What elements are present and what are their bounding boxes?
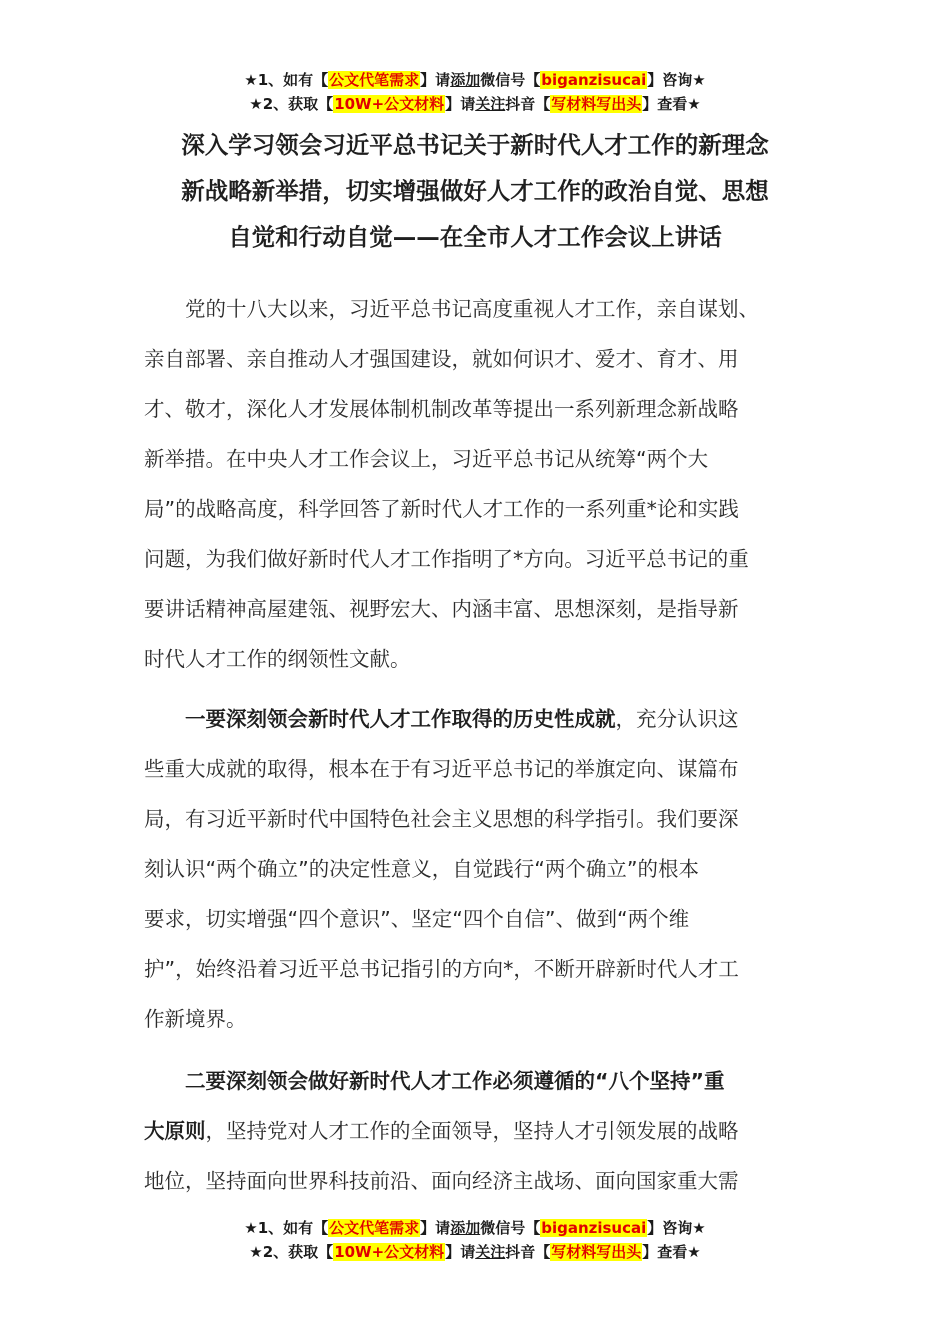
promo-text: ★1、如有【: [244, 71, 329, 89]
point-heading: 一要深刻领会新时代人才工作取得的历史性成就: [185, 707, 616, 731]
text-line: [144, 694, 808, 744]
promo-text: 】查看★: [642, 1243, 701, 1261]
text-line: 新举措。在中央人才工作会议上，习近平总书记从统筹“两个大: [144, 447, 709, 471]
promo-text: 】请: [420, 1219, 451, 1237]
promo-text: ★2、获取【: [249, 95, 334, 113]
title-line: 新战略新举措，切实增强做好人才工作的政治自觉、思想: [181, 177, 769, 205]
text-line: [144, 1056, 808, 1106]
promo-text: 】咨询★: [647, 71, 706, 89]
paragraph-point-one: [144, 694, 808, 1044]
text-line: 局，有习近平新时代中国特色社会主义思想的科学指引。我们要深: [144, 807, 739, 831]
promo-text: 】查看★: [642, 95, 701, 113]
promo-underline: 添加: [450, 1219, 481, 1237]
text-fragment: ，充分认识这: [615, 707, 739, 731]
paragraph-intro: [144, 284, 808, 684]
text-line: 些重大成就的取得，根本在于有习近平总书记的举旗定向、谋篇布: [144, 757, 739, 781]
header-promo: [0, 68, 950, 116]
text-line: [144, 1106, 808, 1156]
promo-highlight: 公文代笔需求: [329, 1219, 420, 1237]
point-heading: 二要深刻领会做好新时代人才工作必须遵循的“八个坚持”重: [185, 1069, 725, 1093]
promo-line-1: [0, 1216, 950, 1240]
promo-text: 抖音【: [505, 95, 551, 113]
promo-text: 抖音【: [505, 1243, 551, 1261]
text-line: 护”，始终沿着习近平总书记指引的方向*，不断开辟新时代人才工: [144, 957, 739, 981]
promo-underline: 关注: [475, 1243, 506, 1261]
text-line: 时代人才工作的纲领性文献。: [144, 647, 411, 671]
promo-underline: 添加: [450, 71, 481, 89]
promo-line-2: [0, 1240, 950, 1264]
text-line: 亲自部署、亲自推动人才强国建设，就如何识才、爱才、育才、用: [144, 347, 739, 371]
promo-wechat-id: biganzisucai: [541, 1219, 647, 1237]
text-line: 要求，切实增强“四个意识”、坚定“四个自信”、做到“两个维: [144, 907, 690, 931]
promo-text: 】咨询★: [647, 1219, 706, 1237]
text-line: 问题，为我们做好新时代人才工作指明了*方向。习近平总书记的重: [144, 547, 749, 571]
promo-text: ★2、获取【: [249, 1243, 334, 1261]
promo-wechat-id: biganzisucai: [541, 71, 647, 89]
promo-line-2: [0, 92, 950, 116]
document-title: [150, 122, 800, 260]
paragraph-point-two: [144, 1056, 808, 1206]
promo-text: 微信号【: [480, 71, 541, 89]
promo-text: 】请: [420, 71, 451, 89]
text-fragment: ，坚持党对人才工作的全面领导，坚持人才引领发展的战略: [205, 1119, 739, 1143]
promo-douyin-id: 写材料写出头: [551, 1243, 642, 1261]
promo-text: ★1、如有【: [244, 1219, 329, 1237]
promo-line-1: [0, 68, 950, 92]
text-line: 才、敬才，深化人才发展体制机制改革等提出一系列新理念新战略: [144, 397, 739, 421]
promo-text: 】请: [445, 95, 476, 113]
promo-douyin-id: 写材料写出头: [551, 95, 642, 113]
text-line: 局”的战略高度，科学回答了新时代人才工作的一系列重*论和实践: [144, 497, 739, 521]
text-line: 要讲话精神高屋建瓴、视野宏大、内涵丰富、思想深刻，是指导新: [144, 597, 739, 621]
text-line: 刻认识“两个确立”的决定性意义，自觉践行“两个确立”的根本: [144, 857, 699, 881]
text-line: 党的十八大以来，习近平总书记高度重视人才工作，亲自谋划、: [185, 297, 759, 321]
point-heading-end: 大原则: [144, 1119, 206, 1143]
promo-text: 】请: [445, 1243, 476, 1261]
title-line: 深入学习领会习近平总书记关于新时代人才工作的新理念: [181, 131, 769, 159]
promo-highlight: 公文代笔需求: [329, 71, 420, 89]
promo-text: 微信号【: [480, 1219, 541, 1237]
text-line: 作新境界。: [144, 1007, 247, 1031]
text-line: 地位，坚持面向世界科技前沿、面向经济主战场、面向国家重大需: [144, 1169, 739, 1193]
title-line: 自觉和行动自觉——在全市人才工作会议上讲话: [228, 223, 722, 251]
promo-underline: 关注: [475, 95, 506, 113]
promo-highlight: 10W+公文材料: [334, 1243, 445, 1261]
footer-promo: [0, 1216, 950, 1264]
promo-highlight: 10W+公文材料: [334, 95, 445, 113]
